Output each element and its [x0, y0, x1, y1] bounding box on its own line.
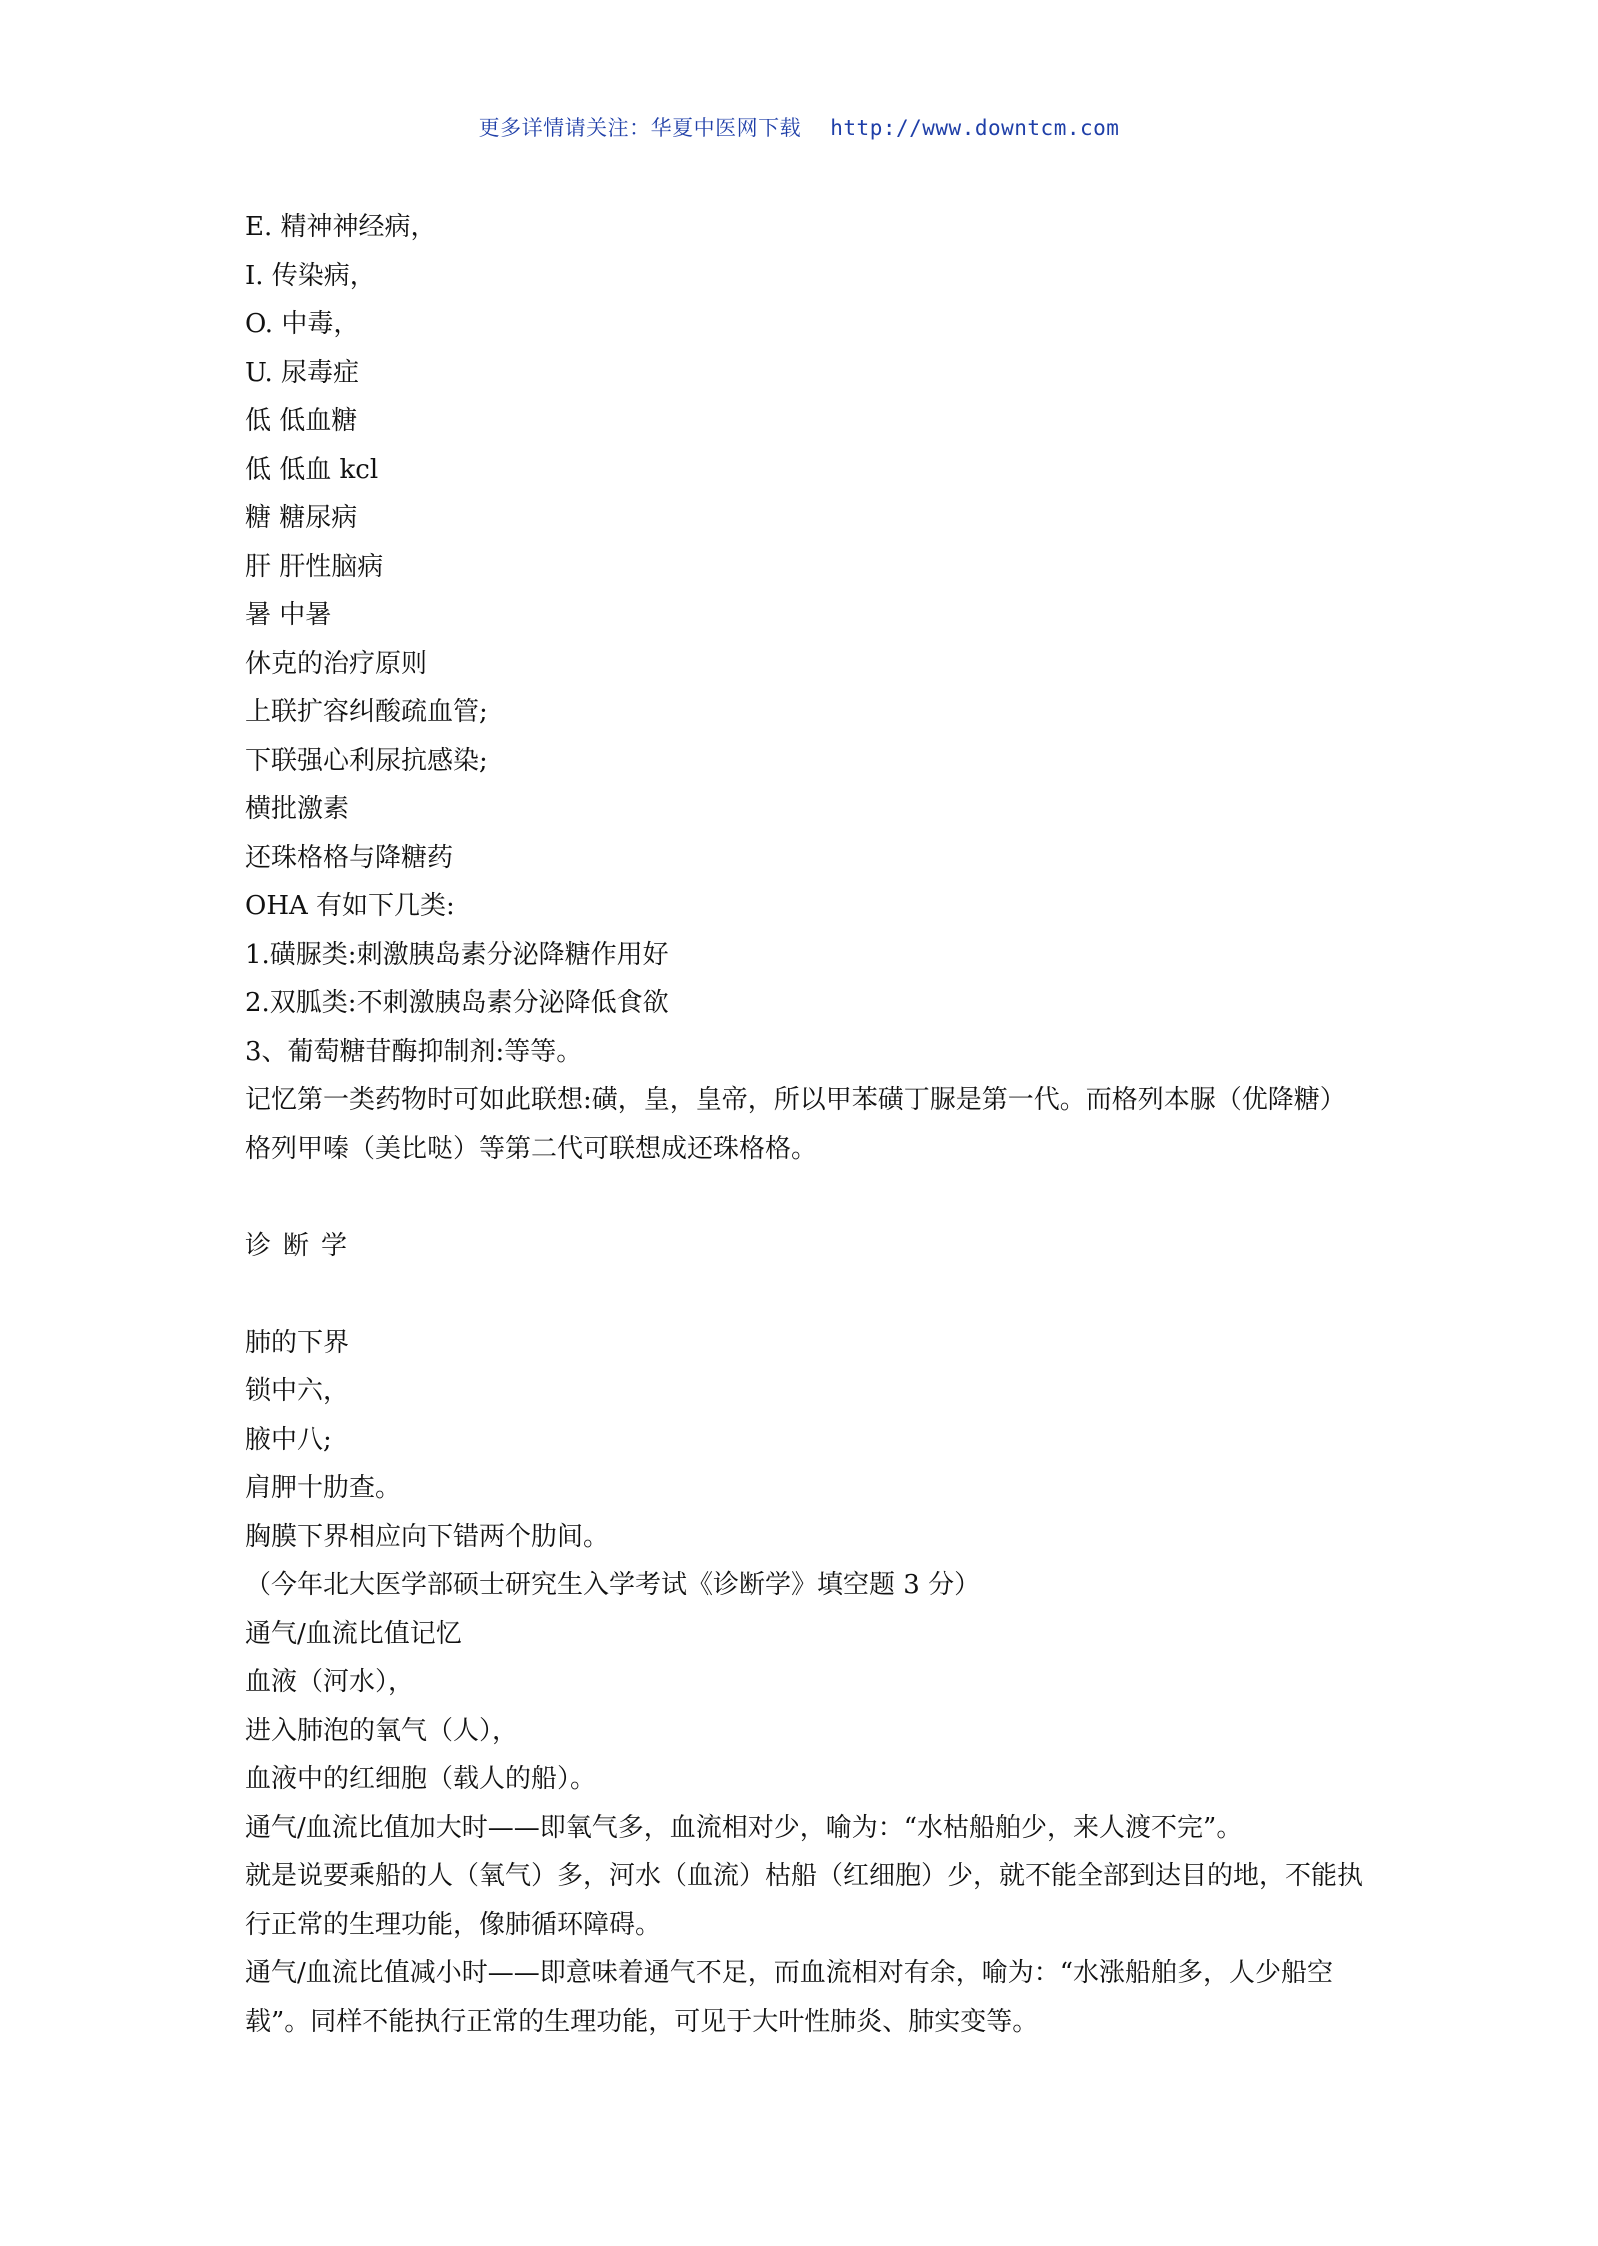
text-line: OHA 有如下几类:: [245, 891, 455, 921]
blank-line: [245, 1270, 1365, 1319]
text-line: 暑 中暑: [245, 600, 332, 630]
text-line: 血液（河水），: [245, 1667, 415, 1697]
text-line: 腋中八;: [245, 1424, 332, 1455]
text-line: 横批激素: [245, 794, 350, 824]
header-url-link[interactable]: http://www.downtcm.com: [830, 116, 1120, 140]
paragraph: 记忆第一类药物时可如此联想:磺，皇，皇帝，所以甲苯磺丁脲是第一代。而格列本脲（优降糖）格列甲嗪（美比哒）等第二代可联想成还珠格格。: [245, 1085, 1346, 1164]
text-line: 2.双胍类:不刺激胰岛素分泌降低食欲: [245, 988, 669, 1018]
text-line: 上联扩容纠酸疏血管;: [245, 697, 488, 727]
text-line: 糖 糖尿病: [245, 503, 358, 533]
text-line: 低 低血 kcl: [245, 454, 379, 485]
text-line: 肩胛十肋查。: [245, 1473, 402, 1503]
text-line: 血液中的红细胞（载人的船）。: [245, 1764, 597, 1794]
text-line: I. 传染病，: [245, 260, 376, 291]
text-line: 1.磺脲类:刺激胰岛素分泌降糖作用好: [245, 939, 669, 970]
text-line: 下联强心利尿抗感染;: [245, 745, 488, 776]
paragraph: 通气/血流比值减小时——即意味着通气不足，而血流相对有余，喻为：“水涨船舶多，人少船空载”。同样不能执行正常的生理功能，可见于大叶性肺炎、肺实变等。: [245, 1958, 1334, 2037]
text-line: 低 低血糖: [245, 406, 358, 436]
page-header: [0, 112, 1598, 142]
text-line: 进入肺泡的氧气（人），: [245, 1715, 519, 1746]
text-line: 肺的下界: [245, 1327, 350, 1358]
text-line: 锁中六，: [245, 1376, 350, 1406]
text-line: E. 精神神经病，: [245, 212, 437, 242]
text-line: 休克的治疗原则: [245, 648, 428, 679]
text-line: U. 尿毒症: [245, 357, 360, 388]
text-line: 通气/血流比值记忆: [245, 1618, 462, 1649]
text-line: （今年北大医学部硕士研究生入学考试《诊断学》填空题 3 分）: [245, 1570, 981, 1600]
text-line: O. 中毒，: [245, 309, 360, 339]
text-line: 3、葡萄糖苷酶抑制剂:等等。: [245, 1036, 583, 1067]
paragraph: 就是说要乘船的人（氧气）多，河水（血流）枯船（红细胞）少，就不能全部到达目的地，不能执行正常的生理功能，像肺循环障碍。: [245, 1861, 1364, 1940]
text-line: 通气/血流比值加大时——即氧气多，血流相对少，喻为：“水枯船舶少，来人渡不完”。: [245, 1812, 1243, 1843]
text-line: 胸膜下界相应向下错两个肋间。: [245, 1521, 610, 1552]
text-line: 还珠格格与降糖药: [245, 842, 454, 873]
document-body: [245, 203, 1365, 2046]
blank-line: [245, 1173, 1365, 1222]
section-title: 诊断学: [245, 1230, 360, 1261]
header-notice: 更多详情请关注：华夏中医网下载: [478, 116, 802, 140]
text-line: 肝 肝性脑病: [245, 551, 384, 582]
